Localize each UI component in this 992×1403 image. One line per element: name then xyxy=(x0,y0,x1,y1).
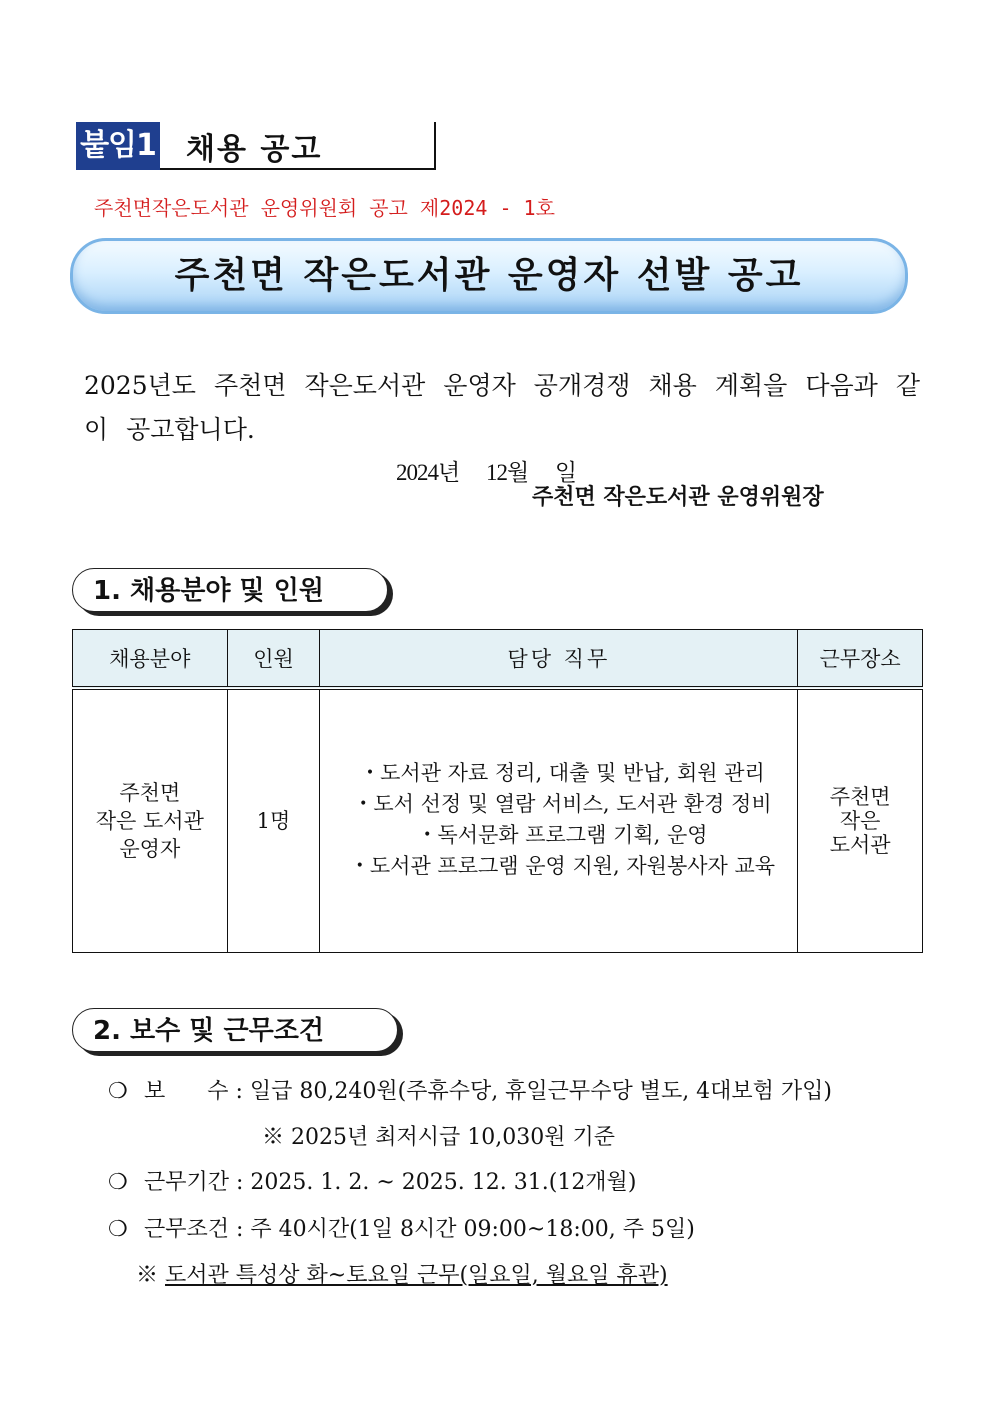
duty-item xyxy=(334,759,796,790)
duty-item xyxy=(334,821,796,852)
section-heading-conditions: 2. 보수 및 근무조건 xyxy=(72,1008,398,1052)
intro-paragraph: 2025년도 주천면 작은도서관 운영자 공개경쟁 채용 계획을 다음과 같이 공고합니다. xyxy=(84,371,920,444)
title-underline xyxy=(160,168,436,170)
cell-location xyxy=(798,688,923,953)
duty-item xyxy=(334,852,796,883)
condition-label: 보 수 xyxy=(144,1079,229,1104)
field-line: 운영자 xyxy=(119,837,181,861)
duty-text: 도서관 자료 정리, 대출 및 반납, 회원 관리 xyxy=(380,761,765,785)
title-right-border xyxy=(434,122,436,170)
recruitment-table xyxy=(72,629,923,953)
condition-label: 근무조건 xyxy=(144,1217,230,1242)
table-row xyxy=(73,688,923,953)
header-duties: 담당 직무 xyxy=(320,630,798,689)
bullet-icon: • xyxy=(355,858,364,874)
signer: 주천면 작은도서관 운영위원장 xyxy=(532,484,824,510)
condition-value: 일급 80,240원(주휴수당, 휴일근무수당 별도, 4대보험 가입) xyxy=(249,1079,833,1104)
location-line: 작은 xyxy=(839,809,881,833)
circle-bullet-icon: ❍ xyxy=(108,1170,128,1195)
condition-period: ❍ 근무기간 : 2025. 1. 2. ~ 2025. 12. 31.(12개월) xyxy=(108,1170,637,1195)
attachment-title: 채용 공고 xyxy=(186,132,323,167)
header-count: 인원 xyxy=(227,630,320,689)
header-location: 근무장소 xyxy=(798,630,923,689)
pay-note: ※ 2025년 최저시급 10,030원 기준 xyxy=(262,1125,615,1150)
condition-label: 근무기간 xyxy=(144,1170,230,1195)
table-header-row xyxy=(73,630,923,689)
condition-hours: ❍ 근무조건 : 주 40시간(1일 8시간 09:00~18:00, 주 5일) xyxy=(108,1217,695,1242)
location-line: 주천면 xyxy=(829,785,891,809)
notice-number: 주천면작은도서관 운영위원회 공고 제2024 - 1호 xyxy=(94,196,555,220)
bullet-icon: • xyxy=(359,796,368,812)
closing-note xyxy=(136,1258,668,1289)
duty-item xyxy=(334,790,796,821)
attachment-tag: 붙임1 xyxy=(76,122,160,170)
bullet-icon: • xyxy=(423,827,432,843)
field-line: 주천면 xyxy=(119,781,181,805)
bullet-icon: • xyxy=(365,765,375,781)
section-heading-recruitment: 1. 채용분야 및 인원 xyxy=(72,568,388,612)
notice-date: 2024년 12월 일 xyxy=(396,460,577,485)
header-field: 채용분야 xyxy=(73,630,228,689)
cell-duties xyxy=(320,688,798,953)
condition-value: 2025. 1. 2. ~ 2025. 12. 31.(12개월) xyxy=(250,1170,637,1195)
condition-pay: ❍ 보 수 : 일급 80,240원(주휴수당, 휴일근무수당 별도, 4대보험 가입) xyxy=(108,1079,833,1104)
cell-count: 1명 xyxy=(227,688,320,953)
location-line: 도서관 xyxy=(829,833,891,857)
duty-text: 도서 선정 및 열람 서비스, 도서관 환경 정비 xyxy=(373,792,772,816)
field-line: 작은 도서관 xyxy=(95,809,204,833)
note-mark: ※ xyxy=(136,1263,159,1288)
duty-text: 도서관 프로그램 운영 지원, 자원봉사자 교육 xyxy=(369,854,776,878)
cell-field xyxy=(73,688,228,953)
duty-text: 독서문화 프로그램 기획, 운영 xyxy=(437,823,708,847)
condition-value: 주 40시간(1일 8시간 09:00~18:00, 주 5일) xyxy=(250,1217,695,1242)
circle-bullet-icon: ❍ xyxy=(108,1079,128,1104)
banner-title: 주천면 작은도서관 운영자 선발 공고 xyxy=(174,255,804,296)
circle-bullet-icon: ❍ xyxy=(108,1217,128,1242)
note-text: 도서관 특성상 화~토요일 근무(일요일, 월요일 휴관) xyxy=(165,1263,668,1288)
